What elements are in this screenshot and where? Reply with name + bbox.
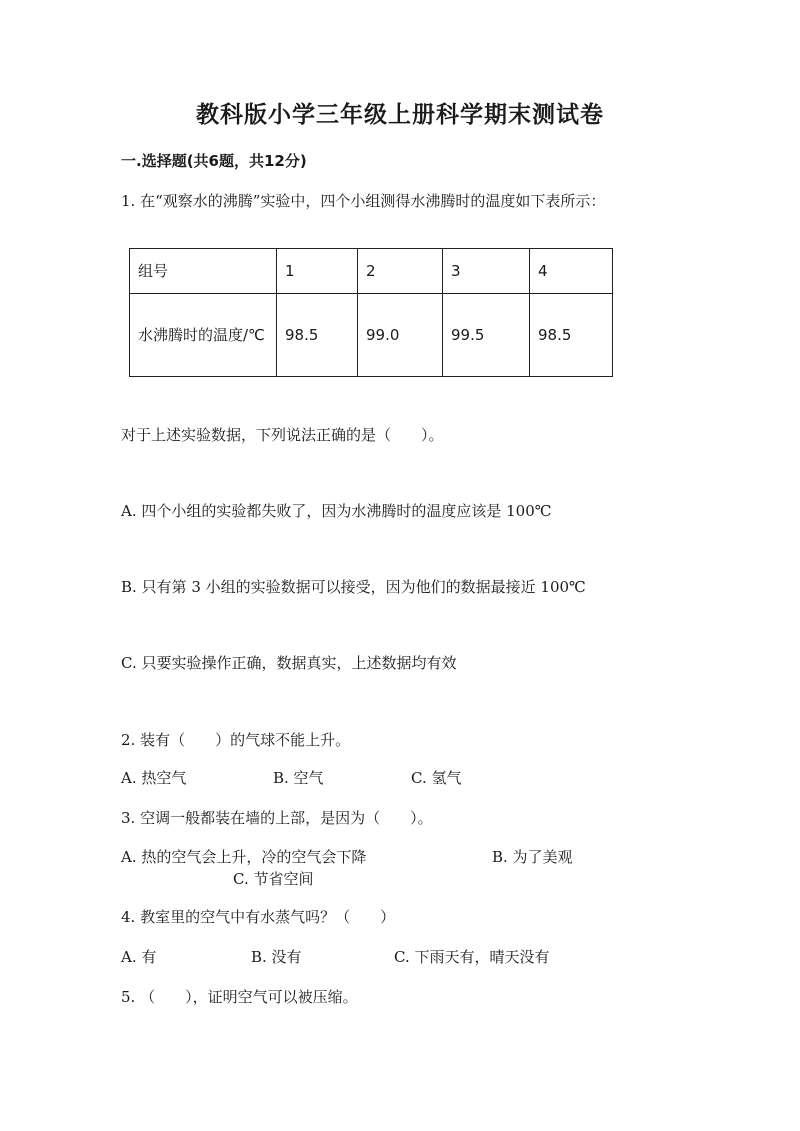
table-cell: 1 [277,249,358,294]
table-cell: 4 [530,249,613,294]
q2-option-b: B. 空气 [273,769,324,787]
q2-option-c: C. 氢气 [411,769,462,787]
q1-option-b: B. 只有第 3 小组的实验数据可以接受，因为他们的数据最接近 100℃ [121,578,586,596]
q1-option-c: C. 只要实验操作正确，数据真实，上述数据均有效 [121,654,457,672]
q4-option-b: B. 没有 [251,948,302,966]
table-cell: 99.0 [358,294,443,377]
table-row [130,249,613,294]
q3-option-a: A. 热的空气会上升，冷的空气会下降 [121,848,367,866]
q2-stem: 2. 装有（ ）的气球不能上升。 [121,731,351,749]
table-cell: 2 [358,249,443,294]
q4-option-a: A. 有 [121,948,157,966]
table-cell: 3 [443,249,530,294]
table-cell: 98.5 [530,294,613,377]
table-cell: 水沸腾时的温度/℃ [130,294,277,377]
section-heading: 一.选择题(共6题，共12分) [121,152,307,170]
q5-stem: 5. （ ），证明空气可以被压缩。 [121,988,358,1006]
q3-option-c: C. 节省空间 [233,870,314,888]
table-cell: 98.5 [277,294,358,377]
q4-option-c: C. 下雨天有，晴天没有 [394,948,550,966]
table-cell: 99.5 [443,294,530,377]
q4-stem: 4. 教室里的空气中有水蒸气吗？（ ） [121,908,396,926]
q1-stem: 1. 在“观察水的沸腾”实验中，四个小组测得水沸腾时的温度如下表所示： [121,192,606,210]
boiling-temperature-table [129,248,613,377]
q1-option-a: A. 四个小组的实验都失败了，因为水沸腾时的温度应该是 100℃ [121,502,552,520]
page-title: 教科版小学三年级上册科学期末测试卷 [196,102,604,128]
q1-prompt: 对于上述实验数据，下列说法正确的是（ ）。 [121,426,444,444]
q2-option-a: A. 热空气 [121,769,187,787]
table-row [130,294,613,377]
q3-option-b: B. 为了美观 [492,848,573,866]
table-cell: 组号 [130,249,277,294]
q3-stem: 3. 空调一般都装在墙的上部，是因为（ ）。 [121,809,433,827]
